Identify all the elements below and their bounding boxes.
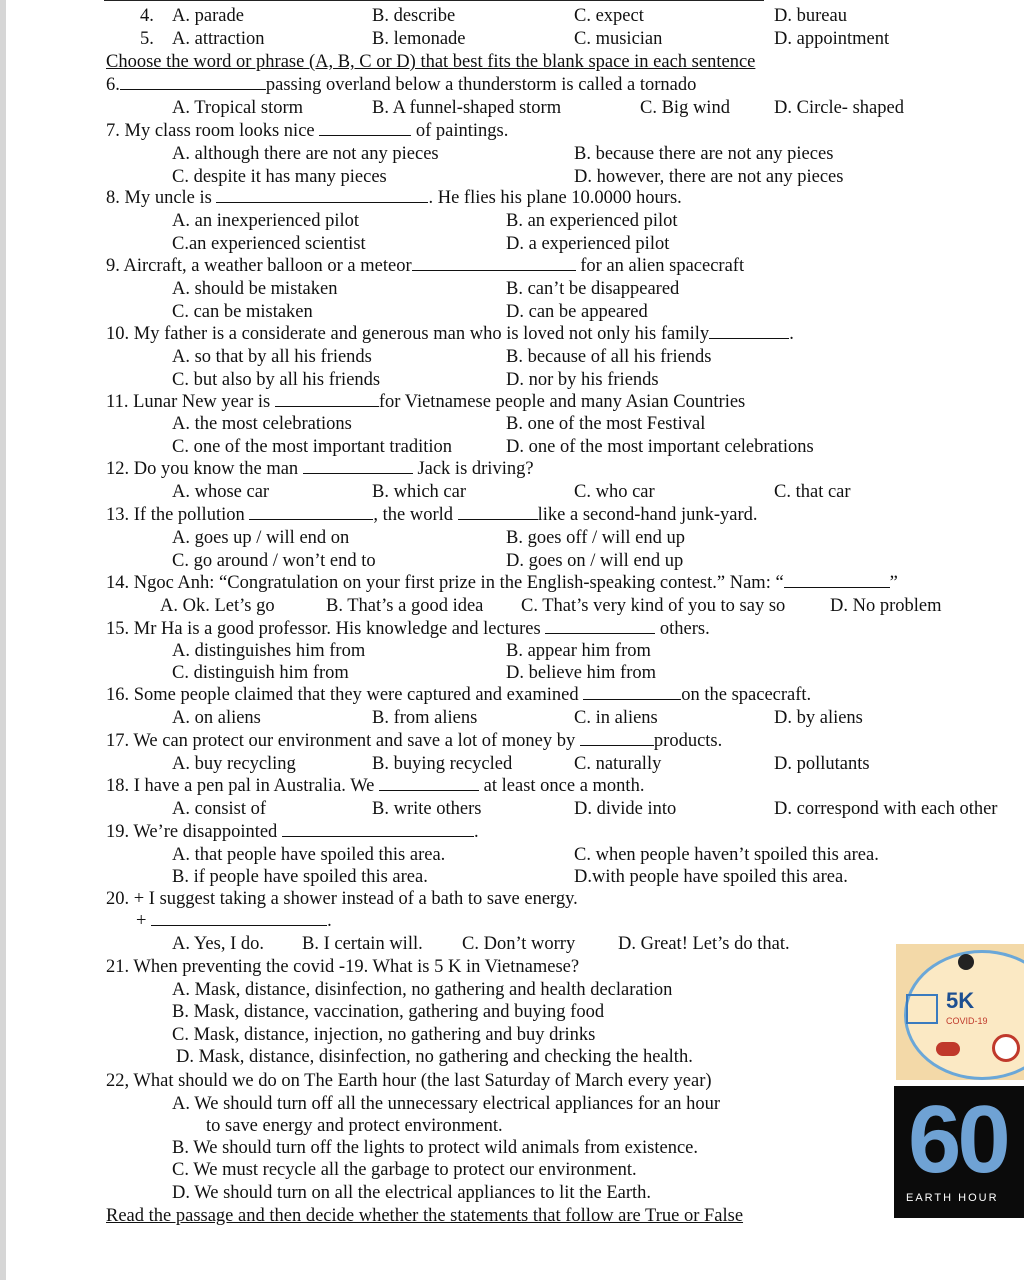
q21-option-d: D. Mask, distance, disinfection, no gathering and checking the health.: [176, 1047, 693, 1067]
q11-blank: [275, 391, 379, 407]
q8-stem: [106, 187, 682, 209]
q8-stem-post: . He flies his plane 10.0000 hours.: [428, 188, 682, 208]
q4-number: 4.: [140, 6, 154, 26]
q16-option-a: A. on aliens: [172, 708, 261, 728]
q13-stem: [106, 504, 758, 526]
q10-option-d: D. nor by his friends: [506, 370, 659, 390]
q15-blank: [545, 618, 655, 634]
q10-option-c: C. but also by all his friends: [172, 370, 381, 390]
q14-option-a: A. Ok. Let’s go: [160, 596, 275, 616]
q13-blank-1: [249, 504, 373, 520]
q7-blank: [319, 120, 411, 136]
q9-option-d: D. can be appeared: [506, 302, 648, 322]
q11-stem-post: for Vietnamese people and many Asian Countries: [378, 392, 746, 412]
q21-option-b: B. Mask, distance, vaccination, gathering and buying food: [172, 1002, 605, 1022]
q5-option-d: D. appointment: [774, 29, 890, 49]
q5-option-b: B. lemonade: [372, 29, 466, 49]
q12-option-a: A. whose car: [172, 482, 270, 502]
q15-stem-pre: 15. Mr Ha is a good professor. His knowledge and lectures: [106, 619, 541, 639]
q8-option-d: D. a experienced pilot: [506, 234, 670, 254]
q14-blank: [784, 572, 890, 588]
q4-option-d: D. bureau: [774, 6, 847, 26]
q7-option-d: D. however, there are not any pieces: [574, 167, 844, 187]
person-icon: [958, 954, 974, 970]
q10-stem-pre: 10. My father is a considerate and generous man who is loved not only his family: [106, 324, 710, 344]
phone-icon: [936, 1042, 960, 1056]
q18-blank: [379, 775, 479, 791]
q18-option-c: D. divide into: [574, 799, 677, 819]
q13-option-c: C. go around / won’t end to: [172, 551, 376, 571]
q20-option-a: A. Yes, I do.: [172, 934, 265, 954]
q10-option-a: A. so that by all his friends: [172, 347, 372, 367]
q20-reply-post: .: [327, 911, 332, 931]
q4-option-b: B. describe: [372, 6, 456, 26]
q21-option-c: C. Mask, distance, injection, no gathering and buy drinks: [172, 1025, 596, 1045]
q19-option-c: C. when people haven’t spoiled this area.: [574, 845, 879, 865]
q9-option-a: A. should be mistaken: [172, 279, 338, 299]
earth-hour-number: 60: [908, 1086, 1007, 1193]
q9-blank: [412, 255, 576, 271]
q15-stem: [106, 618, 710, 640]
q14-option-d: D. No problem: [830, 596, 942, 616]
q22-option-b: B. We should turn off the lights to protect wild animals from existence.: [172, 1138, 699, 1158]
q11-option-a: A. the most celebrations: [172, 414, 352, 434]
q14-stem-pre: 14. Ngoc Anh: “Congratulation on your first prize in the English-speaking contest.” Nam: “: [106, 573, 784, 593]
q6-option-d: D. Circle- shaped: [774, 98, 904, 118]
q14-stem: [106, 572, 898, 594]
q9-stem-pre: 9. Aircraft, a weather balloon or a meteor: [106, 256, 412, 276]
q12-stem: [106, 458, 534, 480]
q7-option-b: B. because there are not any pieces: [574, 144, 834, 164]
q22-option-d: D. We should turn on all the electrical appliances to lit the Earth.: [172, 1183, 652, 1203]
q22-stem: 22, What should we do on The Earth hour (the last Saturday of March every year): [106, 1071, 712, 1091]
q20-option-d: D. Great! Let’s do that.: [618, 934, 790, 954]
q17-option-d: D. pollutants: [774, 754, 870, 774]
q15-option-b: B. appear him from: [506, 641, 651, 661]
q17-option-c: C. naturally: [574, 754, 662, 774]
q16-stem: [106, 684, 811, 706]
q13-stem-post: like a second-hand junk-yard.: [537, 505, 758, 525]
q19-option-a: A. that people have spoiled this area.: [172, 845, 446, 865]
q6-number: 6.: [106, 75, 120, 95]
q17-stem-post: products.: [653, 731, 723, 751]
q10-stem-post: .: [789, 324, 794, 344]
q20-reply-pre: +: [136, 911, 147, 931]
q11-option-d: D. one of the most important celebrations: [506, 437, 814, 457]
q16-stem-post: on the spacecraft.: [681, 685, 812, 705]
q20-blank: [151, 910, 327, 926]
q12-stem-post: Jack is driving?: [417, 459, 534, 479]
q19-option-b: B. if people have spoiled this area.: [172, 867, 428, 887]
q11-stem: [106, 391, 745, 413]
page-left-edge: [0, 0, 6, 1280]
q5-option-c: C. musician: [574, 29, 663, 49]
q13-stem-pre: 13. If the pollution: [106, 505, 245, 525]
q19-stem-pre: 19. We’re disappointed: [106, 822, 278, 842]
q12-option-c: C. who car: [574, 482, 655, 502]
q9-option-c: C. can be mistaken: [172, 302, 313, 322]
top-rule: [104, 0, 764, 1]
q7-option-c: C. despite it has many pieces: [172, 167, 387, 187]
q15-option-c: C. distinguish him from: [172, 663, 349, 683]
q20-stem: 20. + I suggest taking a shower instead of a bath to save energy.: [106, 889, 578, 909]
distance-icon: [906, 994, 938, 1024]
q5-option-a: A. attraction: [172, 29, 265, 49]
q18-option-b: B. write others: [372, 799, 482, 819]
q6-option-a: A. Tropical storm: [172, 98, 304, 118]
q19-stem-post: .: [473, 822, 479, 842]
q20-reply: [136, 910, 332, 932]
q18-stem-post: at least once a month.: [483, 776, 645, 796]
q10-stem: [106, 323, 794, 345]
q6-stem: [106, 74, 696, 96]
q6-blank: [120, 74, 266, 90]
q7-option-a: A. although there are not any pieces: [172, 144, 439, 164]
q15-option-a: A. distinguishes him from: [172, 641, 366, 661]
q5-number: 5.: [140, 29, 154, 49]
q7-stem: [106, 120, 508, 142]
q11-stem-pre: 11. Lunar New year is: [106, 392, 271, 412]
q8-option-c: C.an experienced scientist: [172, 234, 366, 254]
q13-option-b: B. goes off / will end up: [506, 528, 685, 548]
5k-badge: 5K: [946, 988, 975, 1013]
earth-hour-label: EARTH HOUR: [906, 1192, 999, 1204]
q12-option-d: C. that car: [774, 482, 851, 502]
q4-option-a: A. parade: [172, 6, 244, 26]
q16-blank: [583, 684, 681, 700]
q13-option-d: D. goes on / will end up: [506, 551, 684, 571]
q11-option-c: C. one of the most important tradition: [172, 437, 453, 457]
q15-stem-post: others.: [659, 619, 710, 639]
q14-option-c: C. That’s very kind of you to say so: [521, 596, 786, 616]
q19-blank: [282, 821, 474, 837]
q8-option-b: B. an experienced pilot: [506, 211, 678, 231]
q20-option-b: B. I certain will.: [302, 934, 423, 954]
section-heading: Choose the word or phrase (A, B, C or D) that best fits the blank space in each sentence: [106, 52, 756, 72]
q9-stem: [106, 255, 744, 277]
q6-option-b: B. A funnel-shaped storm: [372, 98, 562, 118]
q12-stem-pre: 12. Do you know the man: [106, 459, 299, 479]
q16-option-d: D. by aliens: [774, 708, 863, 728]
q8-stem-pre: 8. My uncle is: [106, 188, 212, 208]
q7-stem-pre: 7. My class room looks nice: [106, 121, 315, 141]
q7-stem-post: of paintings.: [415, 121, 509, 141]
q18-option-d: D. correspond with each other: [774, 799, 998, 819]
q16-option-b: B. from aliens: [372, 708, 478, 728]
q14-option-b: B. That’s a good idea: [326, 596, 484, 616]
q22-option-a: A. We should turn off all the unnecessary electrical appliances for an hour: [172, 1094, 721, 1114]
q19-option-d: D.with people have spoiled this area.: [574, 867, 848, 887]
q9-option-b: B. can’t be disappeared: [506, 279, 680, 299]
earth-hour-image: [894, 1086, 1024, 1218]
no-gathering-icon: [992, 1034, 1020, 1062]
q16-stem-pre: 16. Some people claimed that they were captured and examined: [106, 685, 579, 705]
q19-stem: [106, 821, 479, 843]
q13-option-a: A. goes up / will end on: [172, 528, 350, 548]
q15-option-d: D. believe him from: [506, 663, 657, 683]
q17-option-b: B. buying recycled: [372, 754, 513, 774]
q18-stem: [106, 775, 644, 797]
q11-option-b: B. one of the most Festival: [506, 414, 706, 434]
q17-stem: [106, 730, 722, 752]
q16-option-c: C. in aliens: [574, 708, 658, 728]
q10-option-b: B. because of all his friends: [506, 347, 712, 367]
q6-option-c: C. Big wind: [640, 98, 730, 118]
covid-label: COVID-19: [946, 1016, 988, 1026]
q18-option-a: A. consist of: [172, 799, 267, 819]
q9-stem-post: for an alien spacecraft: [580, 256, 745, 276]
q22-option-a-cont: to save energy and protect environment.: [206, 1116, 503, 1136]
q21-option-a: A. Mask, distance, disinfection, no gathering and health declaration: [172, 980, 673, 1000]
q8-option-a: A. an inexperienced pilot: [172, 211, 359, 231]
q12-blank: [303, 458, 413, 474]
q14-stem-post: ”: [889, 573, 898, 593]
q12-option-b: B. which car: [372, 482, 467, 502]
q8-blank: [216, 187, 428, 203]
q20-option-c: C. Don’t worry: [462, 934, 576, 954]
q6-stem-text: passing overland below a thunderstorm is called a tornado: [265, 75, 697, 95]
q10-blank: [709, 323, 789, 339]
q17-option-a: A. buy recycling: [172, 754, 296, 774]
q21-stem: 21. When preventing the covid -19. What is 5 K in Vietnamese?: [106, 957, 580, 977]
q18-stem-pre: 18. I have a pen pal in Australia. We: [106, 776, 375, 796]
q4-option-c: C. expect: [574, 6, 644, 26]
q13-blank-2: [458, 504, 538, 520]
q22-option-c: C. We must recycle all the garbage to protect our environment.: [172, 1160, 637, 1180]
footer-heading: Read the passage and then decide whether the statements that follow are True or False: [106, 1206, 744, 1226]
q17-stem-pre: 17. We can protect our environment and save a lot of money by: [106, 731, 576, 751]
q13-stem-mid: , the world: [373, 505, 453, 525]
covid-5k-poster-image: [896, 944, 1024, 1080]
q17-blank: [580, 730, 654, 746]
